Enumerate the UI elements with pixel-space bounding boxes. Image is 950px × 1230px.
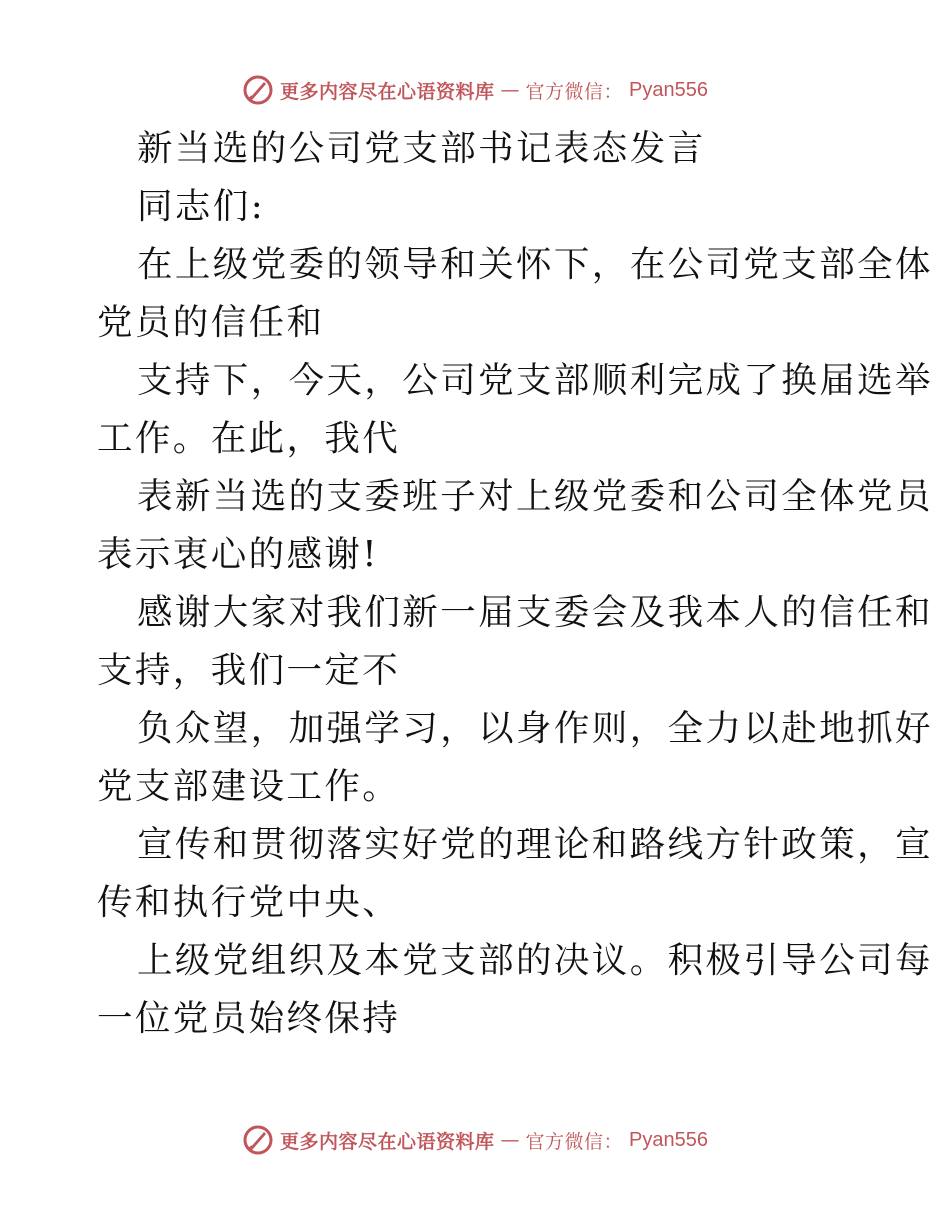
watermark-wechat-id: Pyan556	[629, 1128, 708, 1151]
text-line: 上级党组织及本党支部的决议。积极引导公司每	[137, 940, 933, 981]
watermark-text: 更多内容尽在心语资料库	[280, 1130, 495, 1153]
watermark-wechat-id: Pyan556	[629, 78, 708, 101]
header-watermark	[0, 70, 950, 110]
watermark-dash: —	[500, 79, 520, 101]
watermark-text: 更多内容尽在心语资料库	[280, 80, 495, 103]
watermark-group	[242, 1124, 708, 1156]
watermark-dash: —	[500, 1129, 520, 1151]
text-line: 支持，我们一定不	[97, 650, 401, 691]
text-line: 支持下，今天，公司党支部顺利完成了换届选举	[137, 360, 933, 401]
text-line: 传和执行党中央、	[97, 882, 401, 923]
watermark-wechat-label: 官方微信：	[525, 1130, 624, 1153]
text-line: 表新当选的支委班子对上级党委和公司全体党员	[137, 476, 933, 517]
text-line: 工作。在此，我代	[97, 418, 401, 459]
quill-logo-icon	[242, 1124, 274, 1156]
document-text	[97, 122, 933, 1046]
text-line: 表示衷心的感谢!	[97, 534, 379, 575]
watermark-wechat-label: 官方微信：	[525, 80, 624, 103]
footer-watermark	[0, 1120, 950, 1160]
document-body	[97, 122, 933, 1050]
salutation: 同志们:	[137, 186, 266, 227]
text-line: 在上级党委的领导和关怀下，在公司党支部全体	[137, 244, 933, 285]
quill-logo-icon	[242, 74, 274, 106]
document-title: 新当选的公司党支部书记表态发言	[137, 128, 706, 169]
text-line: 党支部建设工作。	[97, 766, 401, 807]
text-line: 负众望，加强学习，以身作则，全力以赴地抓好	[137, 708, 933, 749]
text-line: 一位党员始终保持	[97, 998, 401, 1039]
text-line: 感谢大家对我们新一届支委会及我本人的信任和	[137, 592, 933, 633]
text-line: 党员的信任和	[97, 302, 325, 343]
watermark-group	[242, 74, 708, 106]
text-line: 宣传和贯彻落实好党的理论和路线方针政策，宣	[137, 824, 933, 865]
